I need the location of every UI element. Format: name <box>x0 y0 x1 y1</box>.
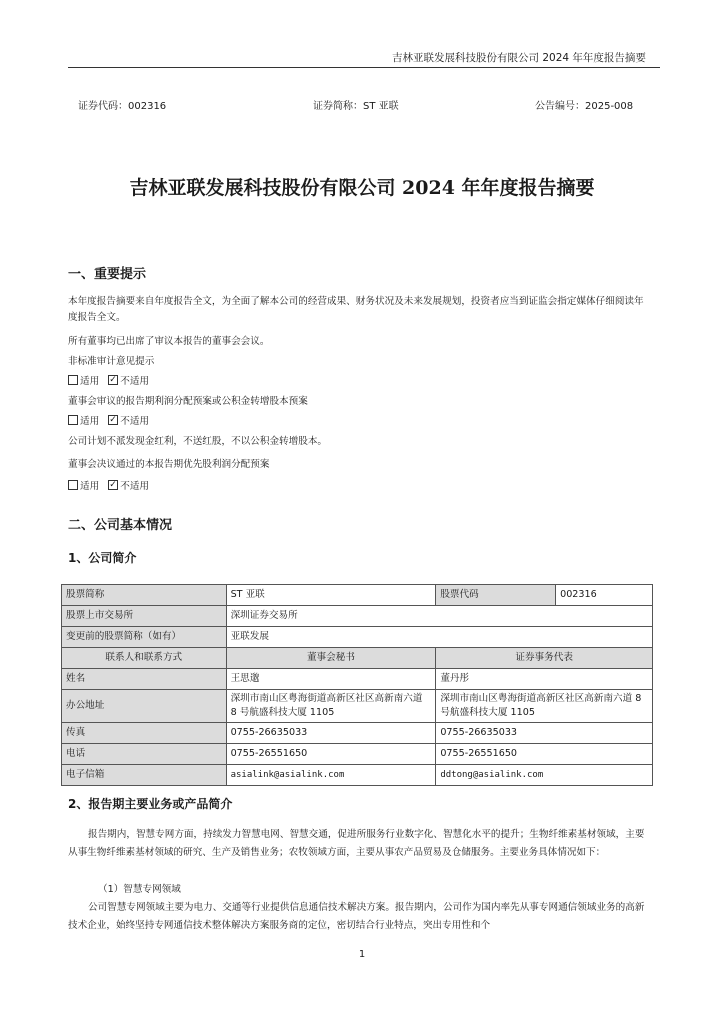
table-row <box>62 585 653 606</box>
audit-opinion-options: 适用 ✓ 不适用 <box>68 374 653 390</box>
stock-abbr: 证券简称：ST 亚联 <box>313 101 399 112</box>
running-header: 吉林亚联发展科技股份有限公司 2024 年年度报告摘要 <box>392 52 646 64</box>
table-cell: ST 亚联 <box>226 585 436 606</box>
smart-network-paragraph: 公司智慧专网领域主要为电力、交通等行业提供信息通信技术解决方案。报告期内，公司作为国内率先从事专网通信领域业务的高新技术企业，始终坚持专网通信技术整体解决方案服务商的定位，密切结合行业特点，突出专用性和个 <box>68 902 645 931</box>
table-cell: 董丹彤 <box>436 669 653 690</box>
checkbox-checked-icon <box>108 480 118 490</box>
table-cell: 证券事务代表 <box>436 648 653 669</box>
table-row <box>62 723 653 744</box>
table-cell: 电子信箱 <box>62 765 227 786</box>
notice-paragraph: 本年度报告摘要来自年度报告全文，为全面了解本公司的经营成果、财务状况及未来发展规划，投资者应当到证监会指定媒体仔细阅读年度报告全文。 <box>68 296 644 323</box>
table-row <box>62 744 653 765</box>
table-cell: 电话 <box>62 744 227 765</box>
audit-opinion-label: 非标准审计意见提示 <box>68 356 155 367</box>
table-row <box>62 648 653 669</box>
checkbox-checked-icon <box>108 375 118 385</box>
table-cell: 传真 <box>62 723 227 744</box>
company-info-table <box>61 584 653 786</box>
preferred-dividend-options: 适用 ✓ 不适用 <box>68 479 653 495</box>
table-cell: 深圳市南山区粤海街道高新区社区高新南六道 8 号航盛科技大厦 1105 <box>226 690 436 723</box>
table-cell: 0755-26635033 <box>436 723 653 744</box>
preferred-dividend-label: 董事会决议通过的本报告期优先股利润分配预案 <box>68 459 270 470</box>
table-row <box>62 690 653 723</box>
table-cell: 股票上市交易所 <box>62 606 227 627</box>
document-title: 吉林亚联发展科技股份有限公司 2024 年年度报告摘要 <box>129 177 595 199</box>
table-row <box>62 765 653 786</box>
table-cell: 0755-26551650 <box>226 744 436 765</box>
table-cell: 亚联发展 <box>226 627 652 648</box>
smart-network-item: （1）智慧专网领域 <box>98 884 181 895</box>
table-row <box>62 627 653 648</box>
table-cell: 0755-26551650 <box>436 744 653 765</box>
table-cell: 深圳市南山区粤海街道高新区社区高新南六道 8 号航盛科技大厦 1105 <box>436 690 653 723</box>
dividend-statement: 公司计划不派发现金红利，不送红股，不以公积金转增股本。 <box>68 436 328 447</box>
table-cell: 王思邈 <box>226 669 436 690</box>
header-rule <box>68 67 660 68</box>
section-important-notice-heading: 一、重要提示 <box>68 267 147 282</box>
table-cell: 股票代码 <box>436 585 556 606</box>
table-row <box>62 669 653 690</box>
profit-plan-options: 适用 ✓ 不适用 <box>68 414 653 430</box>
table-cell: 董事会秘书 <box>226 648 436 669</box>
table-cell: 深圳证券交易所 <box>226 606 652 627</box>
table-cell: 联系人和联系方式 <box>62 648 227 669</box>
profit-plan-label: 董事会审议的报告期利润分配预案或公积金转增股本预案 <box>68 396 308 407</box>
table-cell: asialink@asialink.com <box>226 765 436 786</box>
section-company-info-heading: 二、公司基本情况 <box>68 518 173 533</box>
checkbox-checked-icon <box>108 415 118 425</box>
table-row <box>62 606 653 627</box>
table-cell: 股票简称 <box>62 585 227 606</box>
checkbox-icon <box>68 415 78 425</box>
company-profile-heading: 1、公司简介 <box>68 551 137 565</box>
main-business-heading: 2、报告期主要业务或产品简介 <box>68 797 233 811</box>
main-business-paragraph: 报告期内，智慧专网方面，持续发力智慧电网、智慧交通，促进所服务行业数字化、智慧化水平的提升；生物纤维素基材领域，主要从事生物纤维素基材领域的研究、生产及销售业务；农牧领域方面，主要从事农产品贸易及仓储服务。主要业务具体情况如下： <box>68 829 645 858</box>
table-cell: 变更前的股票简称（如有） <box>62 627 227 648</box>
table-cell: 姓名 <box>62 669 227 690</box>
table-cell: 002316 <box>556 585 653 606</box>
table-cell: 办公地址 <box>62 690 227 723</box>
table-cell: ddtong@asialink.com <box>436 765 653 786</box>
checkbox-icon <box>68 375 78 385</box>
checkbox-icon <box>68 480 78 490</box>
announcement-no: 公告编号：2025-008 <box>535 101 634 112</box>
page-number: 1 <box>358 949 366 960</box>
stock-code: 证券代码：002316 <box>78 101 167 112</box>
directors-attendance: 所有董事均已出席了审议本报告的董事会会议。 <box>68 336 270 347</box>
table-cell: 0755-26635033 <box>226 723 436 744</box>
